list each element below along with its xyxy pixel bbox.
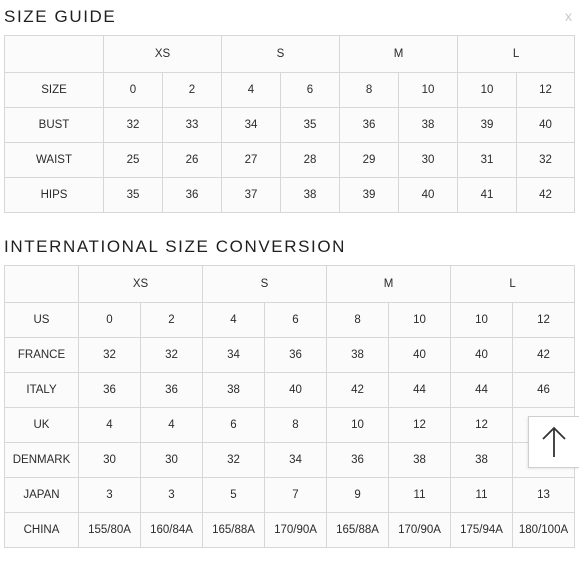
table-cell: 3 [141,478,203,513]
table-cell: 38 [451,443,513,478]
row-label: BUST [5,108,104,143]
row-label: WAIST [5,143,104,178]
table-cell: 39 [340,178,399,213]
table-cell: 160/84A [141,513,203,548]
table-cell: 4 [203,303,265,338]
table-row [5,143,575,178]
table-row [5,178,575,213]
header-corner-cell [5,266,79,303]
table-cell: 33 [163,108,222,143]
table-cell: 40 [451,338,513,373]
table-cell: 8 [265,408,327,443]
table-cell: 40 [265,373,327,408]
table-cell: 170/90A [389,513,451,548]
row-label: DENMARK [5,443,79,478]
table-cell: 10 [451,303,513,338]
table-cell: 38 [203,373,265,408]
table-cell: 32 [203,443,265,478]
table-cell: 9 [327,478,389,513]
table-cell: 38 [281,178,340,213]
table-cell: 6 [281,73,340,108]
size-group-m: M [327,266,451,303]
size-group-l: L [458,36,575,73]
size-group-xs: XS [104,36,222,73]
table-cell: 10 [327,408,389,443]
size-guide-table [4,35,575,213]
size-group-s: S [222,36,340,73]
table-cell: 30 [79,443,141,478]
table-row [5,338,575,373]
table-cell: 10 [399,73,458,108]
table-cell: 44 [389,373,451,408]
table-cell: 11 [389,478,451,513]
size-group-header-row [5,36,575,73]
table-cell: 5 [203,478,265,513]
table-cell: 4 [222,73,281,108]
table-cell: 175/94A [451,513,513,548]
table-cell: 2 [163,73,222,108]
close-icon[interactable]: x [565,8,572,24]
row-label: JAPAN [5,478,79,513]
table-cell: 42 [327,373,389,408]
table-row [5,408,575,443]
size-guide-title: SIZE GUIDE [4,7,117,26]
row-label: ITALY [5,373,79,408]
table-cell: 34 [265,443,327,478]
table-cell: 165/88A [203,513,265,548]
table-cell: 10 [458,73,517,108]
row-label: SIZE [5,73,104,108]
row-label: US [5,303,79,338]
table-cell: 2 [141,303,203,338]
table-cell: 40 [517,108,575,143]
table-cell: 30 [399,143,458,178]
table-cell: 8 [340,73,399,108]
arrow-up-icon [541,426,567,458]
table-cell: 13 [513,478,575,513]
table-cell: 32 [141,338,203,373]
table-cell: 26 [163,143,222,178]
size-group-xs: XS [79,266,203,303]
header-corner-cell [5,36,104,73]
table-cell: 0 [79,303,141,338]
table-cell: 40 [399,178,458,213]
table-cell: 30 [141,443,203,478]
table-row [5,73,575,108]
table-cell: 165/88A [327,513,389,548]
size-group-s: S [203,266,327,303]
table-cell: 12 [513,303,575,338]
size-conversion-table [4,265,575,548]
table-cell: 29 [340,143,399,178]
table-cell: 38 [327,338,389,373]
table-row [5,443,575,478]
table-cell: 36 [327,443,389,478]
table-cell: 31 [458,143,517,178]
table-cell: 4 [141,408,203,443]
table-cell: 11 [451,478,513,513]
table-cell: 34 [222,108,281,143]
table-cell: 32 [517,143,575,178]
table-cell: 36 [265,338,327,373]
table-cell: 27 [222,143,281,178]
table-cell: 36 [340,108,399,143]
table-cell: 6 [203,408,265,443]
size-group-l: L [451,266,575,303]
table-row [5,303,575,338]
conversion-title: INTERNATIONAL SIZE CONVERSION [4,237,347,256]
table-cell: 44 [451,373,513,408]
table-cell: 35 [104,178,163,213]
table-cell: 39 [458,108,517,143]
table-cell: 12 [451,408,513,443]
table-cell: 38 [399,108,458,143]
table-cell: 40 [389,338,451,373]
table-cell: 34 [203,338,265,373]
row-label: CHINA [5,513,79,548]
table-row [5,478,575,513]
table-cell: 28 [281,143,340,178]
table-cell: 7 [265,478,327,513]
size-group-header-row [5,266,575,303]
table-cell: 3 [79,478,141,513]
table-cell: 12 [389,408,451,443]
table-cell: 155/80A [79,513,141,548]
table-cell: 36 [79,373,141,408]
table-cell: 37 [222,178,281,213]
table-cell: 42 [517,178,575,213]
table-row [5,373,575,408]
table-cell: 36 [163,178,222,213]
scroll-to-top-button[interactable] [528,416,579,468]
table-cell: 12 [517,73,575,108]
table-cell: 10 [389,303,451,338]
table-row [5,513,575,548]
table-row [5,108,575,143]
table-cell: 42 [513,338,575,373]
table-cell: 8 [327,303,389,338]
row-label: UK [5,408,79,443]
table-cell: 41 [458,178,517,213]
table-cell: 180/100A [513,513,575,548]
table-cell: 170/90A [265,513,327,548]
table-cell: 6 [265,303,327,338]
table-cell: 46 [513,373,575,408]
size-group-m: M [340,36,458,73]
table-cell: 38 [389,443,451,478]
table-cell: 0 [104,73,163,108]
table-cell: 32 [104,108,163,143]
table-cell: 4 [79,408,141,443]
table-cell: 32 [79,338,141,373]
row-label: FRANCE [5,338,79,373]
table-cell: 36 [141,373,203,408]
row-label: HIPS [5,178,104,213]
table-cell: 25 [104,143,163,178]
table-cell: 35 [281,108,340,143]
